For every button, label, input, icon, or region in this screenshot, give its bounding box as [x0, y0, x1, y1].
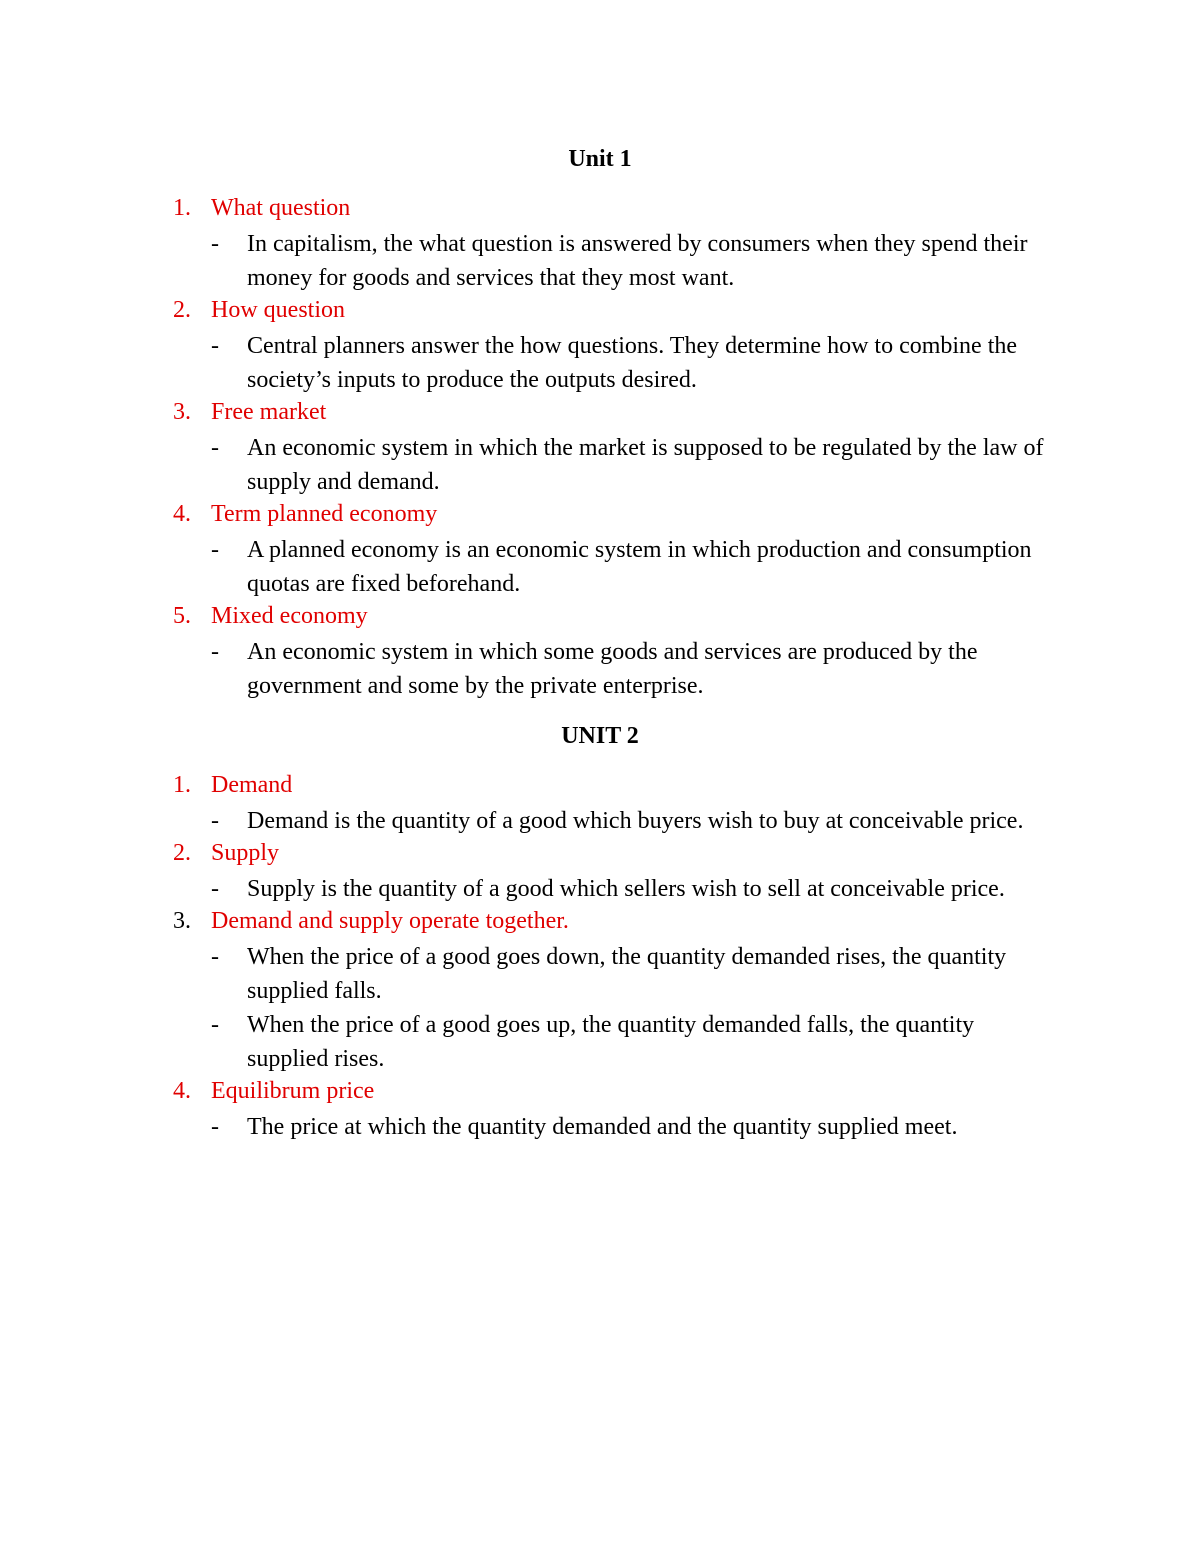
definition-text: A planned economy is an economic system in which production and consumption quotas are fixed beforehand.: [247, 537, 1032, 597]
definition: [0, 227, 1200, 295]
definition: [0, 329, 1200, 397]
term-title: Supply: [211, 840, 280, 866]
list-item: [0, 906, 1200, 1076]
definition-text: In capitalism, the what question is answered by consumers when they spend their money for goods and services that they most want.: [247, 231, 1028, 291]
term-line: [0, 1076, 1200, 1110]
bullet-dash: -: [211, 639, 219, 665]
item-number: 3.: [173, 908, 191, 934]
unit1-title: Unit 1: [568, 146, 632, 172]
term-title: Demand: [211, 772, 293, 798]
list-item: [0, 193, 1200, 295]
bullet-dash: -: [211, 333, 219, 359]
definition: [0, 431, 1200, 499]
item-number: 3.: [173, 399, 191, 425]
list-item: [0, 770, 1200, 838]
definition-text: When the price of a good goes up, the quantity demanded falls, the quantity supplied rises.: [247, 1012, 975, 1072]
definition-text: Demand is the quantity of a good which buyers wish to buy at conceivable price.: [247, 808, 1024, 834]
term-line: [0, 397, 1200, 431]
bullet-dash: -: [211, 876, 219, 902]
bullet-dash: -: [211, 1012, 219, 1038]
definition: [0, 533, 1200, 601]
item-number: 1.: [173, 772, 191, 798]
term-title: How question: [211, 297, 345, 323]
item-number: 5.: [173, 603, 191, 629]
term-line: [0, 193, 1200, 227]
bullet-dash: -: [211, 231, 219, 257]
definition: [0, 940, 1200, 1008]
definition-text: Central planners answer the how questions. They determine how to combine the society’s inputs to produce the outputs desired.: [247, 333, 1018, 393]
list-item: [0, 397, 1200, 499]
bullet-dash: -: [211, 808, 219, 834]
term-title: Demand and supply operate together.: [211, 908, 569, 934]
definition-text: Supply is the quantity of a good which sellers wish to sell at conceivable price.: [247, 876, 1005, 902]
unit1-list: [0, 193, 1200, 703]
term-title: What question: [211, 195, 351, 221]
item-number: 4.: [173, 1078, 191, 1104]
item-number: 4.: [173, 501, 191, 527]
list-item: [0, 601, 1200, 703]
unit2-title: UNIT 2: [561, 723, 639, 749]
definition: [0, 1110, 1200, 1144]
term-title: Equilibrum price: [211, 1078, 375, 1104]
definition-text: An economic system in which the market is supposed to be regulated by the law of supply and demand.: [247, 435, 1044, 495]
list-item: [0, 295, 1200, 397]
term-line: [0, 770, 1200, 804]
definition: [0, 1008, 1200, 1076]
bullet-dash: -: [211, 1114, 219, 1140]
definition: [0, 872, 1200, 906]
bullet-dash: -: [211, 944, 219, 970]
bullet-dash: -: [211, 537, 219, 563]
definition-text: When the price of a good goes down, the quantity demanded rises, the quantity supplied falls.: [247, 944, 1007, 1004]
list-item: [0, 838, 1200, 906]
definition-text: An economic system in which some goods and services are produced by the government and some by the private enterprise.: [247, 639, 978, 699]
list-item: [0, 1076, 1200, 1144]
term-line: [0, 838, 1200, 872]
item-number: 1.: [173, 195, 191, 221]
list-item: [0, 499, 1200, 601]
term-title: Term planned economy: [211, 501, 438, 527]
item-number: 2.: [173, 840, 191, 866]
definition-text: The price at which the quantity demanded and the quantity supplied meet.: [247, 1114, 958, 1140]
bullet-dash: -: [211, 435, 219, 461]
item-number: 2.: [173, 297, 191, 323]
term-title: Mixed economy: [211, 603, 368, 629]
definition: [0, 804, 1200, 838]
term-line: [0, 499, 1200, 533]
term-title: Free market: [211, 399, 327, 425]
term-line: [0, 601, 1200, 635]
definition: [0, 635, 1200, 703]
unit2-list: [0, 770, 1200, 1144]
term-line: [0, 295, 1200, 329]
term-line: [0, 906, 1200, 940]
